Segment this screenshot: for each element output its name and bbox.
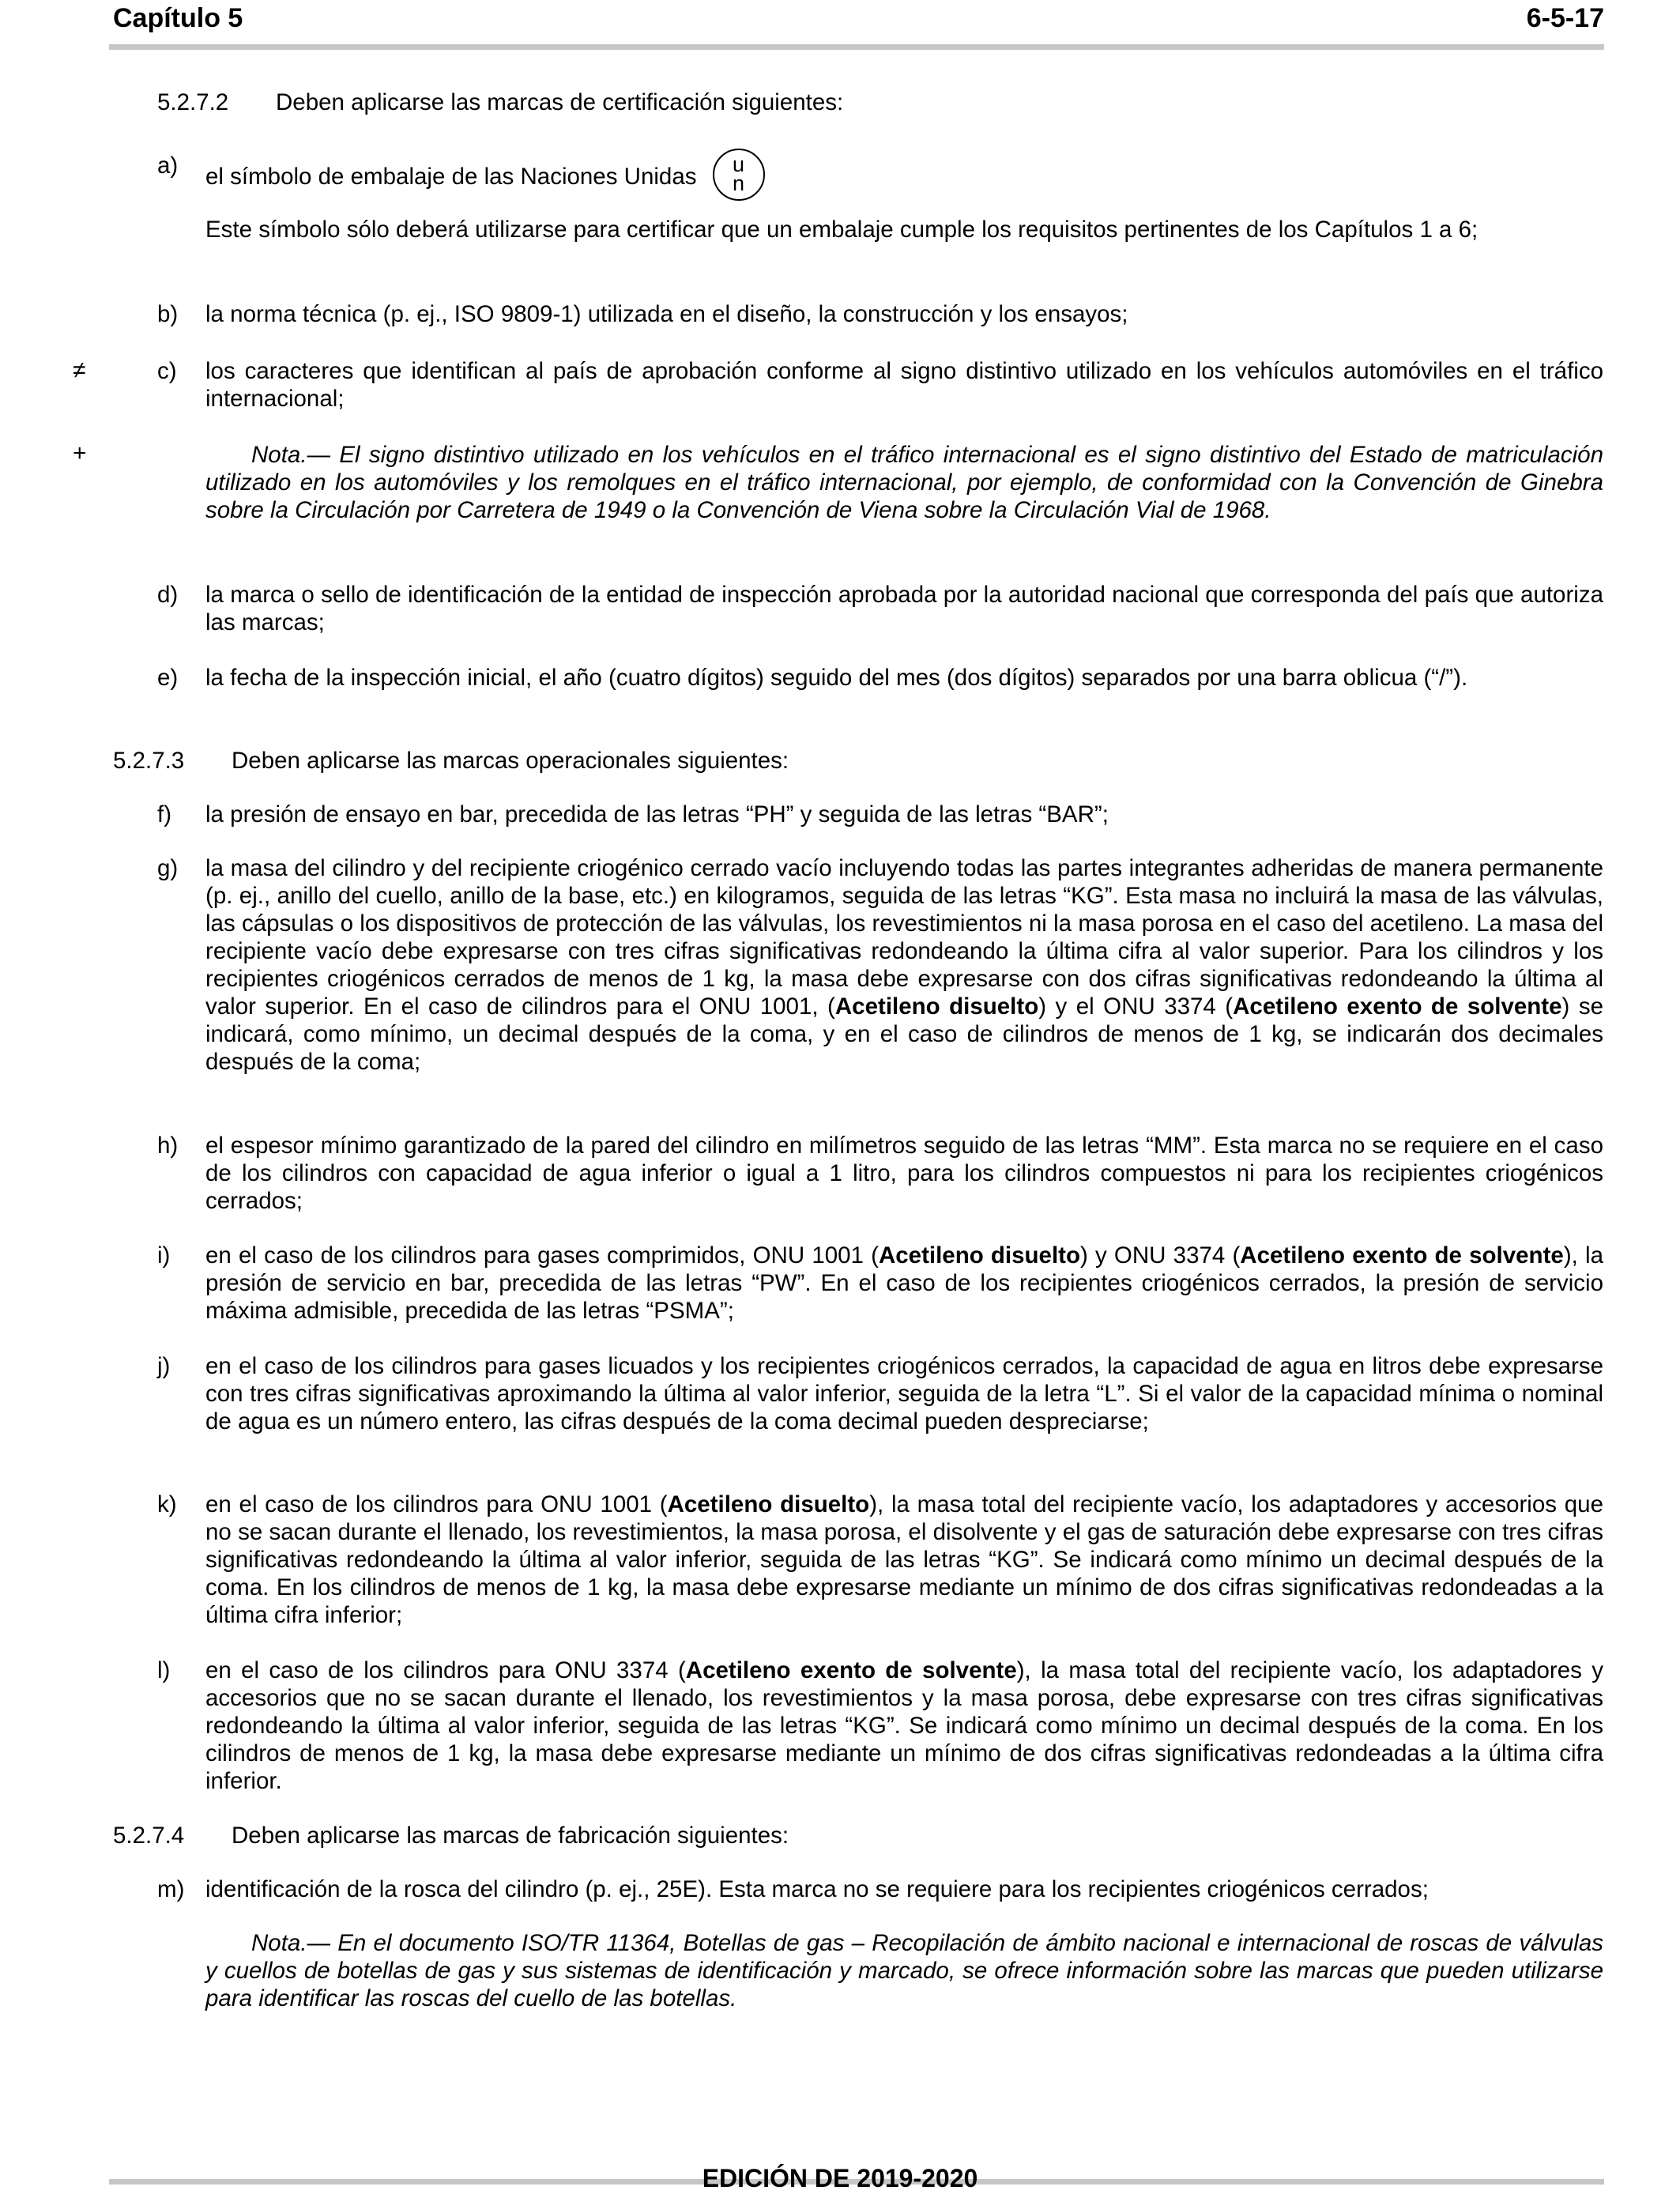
- item-text: identificación de la rosca del cilindro (p. ej., 25E). Esta marca no se requiere para los recipientes criogénicos cerrados;: [205, 1876, 1429, 1902]
- item-h: [157, 1132, 1603, 1215]
- chapter-header: Capítulo 5: [113, 3, 243, 33]
- item-d: [157, 581, 1603, 636]
- item-label: i): [157, 1242, 171, 1269]
- item-k: [157, 1491, 1603, 1629]
- page-number: 6-5-17: [1526, 3, 1604, 33]
- item-c: [157, 357, 1603, 413]
- note-text: El signo distintivo utilizado en los vehículos en el tráfico internacional es el signo distintivo del Estado de matriculación utilizado en los automóviles y los remolques en el tráfico internacional, por ejemplo, de conformidad con la Convención de Ginebra sobre la Circulación por Carretera de 1949 o la Convención de Viena sobre la Circulación Vial de 1968.: [205, 442, 1603, 523]
- item-label: a): [157, 153, 179, 179]
- item-text: en el caso de los cilindros para gases licuados y los recipientes criogénicos cerrados, la capacidad de agua en litros debe expresarse con tres cifras significativas aproximando la última al valor inferior, seguida de la letra “L”. Si el valor de la capacidad mínima o nominal de agua es un número entero, las cifras después de la coma decimal pueden despreciarse;: [205, 1353, 1603, 1434]
- item-m-note: [205, 1929, 1603, 2012]
- edition-footer: EDICIÓN DE 2019-2020: [702, 2164, 978, 2192]
- item-label: c): [157, 358, 177, 384]
- item-a: [157, 152, 1603, 204]
- item-l: [157, 1657, 1603, 1795]
- item-text: en el caso de los cilindros para ONU 1001 (Acetileno disuelto), la masa total del recipiente vacío, los adaptadores y accesorios que no se sacan durante el llenado, los revestimientos, la masa porosa, el disolvente y el gas de saturación debe expresarse con tres cifras significativas redondeando la última al valor inferior, seguida de las letras “KG”. Se indicará como mínimo un decimal después de la coma. En los cilindros de menos de 1 kg, la masa debe expresarse mediante un mínimo de dos cifras significativas redondeadas a la última cifra inferior;: [205, 1491, 1603, 1628]
- item-label: k): [157, 1491, 177, 1517]
- item-g: [157, 854, 1603, 1076]
- item-text: los caracteres que identifican al país de aprobación conforme al signo distintivo utilizado en los vehículos automóviles en el tráfico internacional;: [205, 358, 1603, 412]
- header-rule: [109, 44, 1604, 50]
- item-e: [157, 664, 1603, 692]
- item-label: g): [157, 855, 179, 881]
- item-label: h): [157, 1133, 179, 1159]
- item-text: la fecha de la inspección inicial, el año (cuatro dígitos) seguido del mes (dos dígitos) separados por una barra oblicua (“/”).: [205, 665, 1468, 691]
- section-5273-heading: [113, 747, 789, 775]
- item-label: j): [157, 1353, 171, 1379]
- item-text: la norma técnica (p. ej., ISO 9809-1) utilizada en el diseño, la construcción y los ensayos;: [205, 301, 1128, 327]
- section-title: Deben aplicarse las marcas operacionales siguientes:: [232, 748, 789, 774]
- un-packaging-symbol: u n: [713, 149, 765, 201]
- item-a-note: Este símbolo sólo deberá utilizarse para certificar que un embalaje cumple los requisitos pertinentes de los Capítulos 1 a 6;: [205, 217, 1478, 243]
- item-m: [157, 1875, 1603, 1903]
- item-label: m): [157, 1876, 185, 1902]
- note-lead: Nota.—: [251, 1930, 331, 1956]
- item-j: [157, 1352, 1603, 1435]
- change-mark-not-equal: ≠: [73, 357, 86, 383]
- item-label: f): [157, 801, 172, 827]
- section-5272-heading: [157, 89, 843, 116]
- item-f: [157, 801, 1603, 828]
- note-text: En el documento ISO/TR 11364, Botellas de gas – Recopilación de ámbito nacional e internacional de roscas de válvulas y cuellos de botellas de gas y sus sistemas de identificación y marcado, se ofrece información sobre las marcas que pueden utilizarse para identificar las roscas del cuello de las botellas.: [205, 1930, 1603, 2011]
- item-text: en el caso de los cilindros para ONU 3374 (Acetileno exento de solvente), la masa total del recipiente vacío, los adaptadores y accesorios que no se sacan durante el llenado, los revestimientos y la masa porosa, debe expresarse con tres cifras significativas redondeando la última al valor inferior, seguida de las letras “KG”. Se indicará como mínimo un decimal después de la coma. En los cilindros de menos de 1 kg, la masa debe expresarse mediante un mínimo de dos cifras significativas redondeadas a la última cifra inferior.: [205, 1657, 1603, 1794]
- item-label: b): [157, 301, 179, 327]
- note-lead: Nota.—: [251, 442, 331, 468]
- item-text: el espesor mínimo garantizado de la pared del cilindro en milímetros seguido de las letras “MM”. Esta marca no se requiere en el caso de los cilindros con capacidad de agua inferior o igual a 1 litro, para los cilindros compuestos ni para los recipientes criogénicos cerrados;: [205, 1133, 1603, 1214]
- section-title: Deben aplicarse las marcas de certificación siguientes:: [276, 89, 844, 115]
- section-number: 5.2.7.4: [113, 1823, 185, 1849]
- item-label: e): [157, 665, 179, 691]
- item-i: [157, 1242, 1603, 1325]
- section-title: Deben aplicarse las marcas de fabricación siguientes:: [232, 1823, 789, 1849]
- section-number: 5.2.7.2: [157, 89, 229, 115]
- item-c-note: [205, 441, 1603, 524]
- item-text: la presión de ensayo en bar, precedida de las letras “PH” y seguida de las letras “BAR”;: [205, 801, 1109, 827]
- section-5274-heading: [113, 1822, 789, 1849]
- item-text: la marca o sello de identificación de la entidad de inspección aprobada por la autoridad nacional que corresponda del país que autoriza las marcas;: [205, 582, 1603, 635]
- item-text: la masa del cilindro y del recipiente criogénico cerrado vacío incluyendo todas las partes integrantes adheridas de manera permanente (p. ej., anillo del cuello, anillo de la base, etc.) en kilogramos, seguida de las letras “KG”. Esta masa no incluirá la masa de las válvulas, las cápsulas o los dispositivos de protección de las válvulas, los revestimientos ni la masa porosa en el caso del acetileno. La masa del recipiente vacío debe expresarse con tres cifras significativas redondeando la última cifra al valor superior. Para los cilindros y los recipientes criogénicos cerrados de menos de 1 kg, la masa debe expresarse con dos cifras significativas redondeando la última al valor superior. En el caso de cilindros para el ONU 1001, (Acetileno disuelto) y el ONU 3374 (Acetileno exento de solvente) se indicará, como mínimo, un decimal después de la coma, y en el caso de cilindros de menos de 1 kg, se indicarán dos decimales después de la coma;: [205, 855, 1603, 1075]
- change-mark-plus: +: [73, 440, 87, 466]
- item-text: el símbolo de embalaje de las Naciones Unidas: [205, 163, 697, 190]
- item-label: l): [157, 1657, 171, 1683]
- item-text: en el caso de los cilindros para gases comprimidos, ONU 1001 (Acetileno disuelto) y ONU 3374 (Acetileno exento de solvente), la presión de servicio en bar, precedida de las letras “PW”. En el caso de los recipientes criogénicos cerrados, la presión de servicio máxima admisible, precedida de las letras “PSMA”;: [205, 1242, 1603, 1324]
- section-number: 5.2.7.3: [113, 748, 185, 774]
- item-b: [157, 300, 1603, 328]
- item-label: d): [157, 582, 179, 608]
